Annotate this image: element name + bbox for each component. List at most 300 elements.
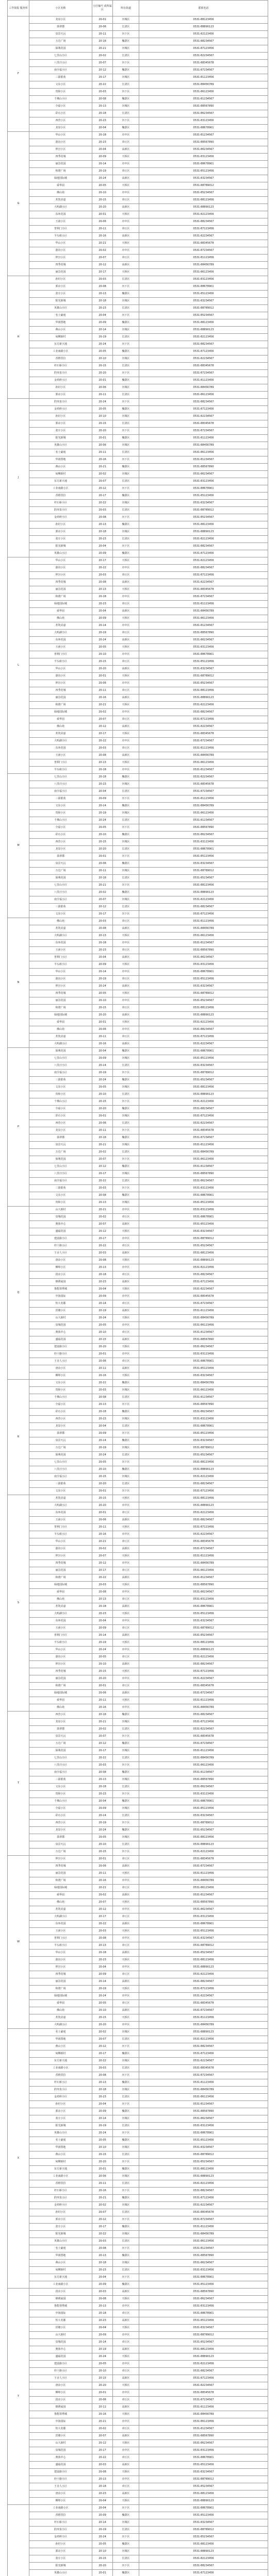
cell-phone: 0531-85123456 — [139, 853, 268, 860]
cell-phone: 0531-88123456 — [139, 1639, 268, 1647]
table-row — [8, 1971, 268, 1978]
cell-phone: 0531-85234567 — [139, 1827, 268, 1834]
cell-district: 长清区 — [113, 420, 139, 428]
cell-district: 市中区 — [113, 247, 139, 255]
cell-phone: 0531-82234567 — [139, 53, 268, 60]
cell-district: 章丘区 — [113, 1358, 139, 1365]
cell-code: 20-04 — [92, 2274, 113, 2281]
cell-district: 章丘区 — [113, 1329, 139, 1336]
table-row — [8, 529, 268, 536]
cell-phone: 0531-85123456 — [139, 1365, 268, 1372]
cell-district: 槐荫区 — [113, 1740, 139, 1748]
cell-code: 20-01 — [92, 1856, 113, 1863]
cell-name: 燕山小区 — [29, 327, 92, 334]
cell-name: 全福小区 — [29, 103, 92, 110]
cell-code: 20-02 — [92, 709, 113, 716]
cell-district: 槐荫区 — [113, 1798, 139, 1805]
cell-code: 20-20 — [92, 1344, 113, 1351]
cell-code: 20-04 — [92, 2505, 113, 2512]
table-row — [8, 572, 268, 579]
table-row — [8, 132, 268, 139]
table-row — [8, 1257, 268, 1264]
cell-district: 章丘区 — [113, 745, 139, 752]
cell-district: 高新区 — [113, 666, 139, 673]
cell-phone: 0531-88234567 — [139, 38, 268, 45]
cell-phone: 0531-88456789 — [139, 608, 268, 615]
cell-district: 长清区 — [113, 1841, 139, 1849]
cell-name: 绿地国际城 — [29, 1885, 92, 1892]
cell-phone: 0531-86234567 — [139, 1344, 268, 1351]
cell-name: 东环花园 — [29, 745, 92, 752]
table-row — [8, 1163, 268, 1171]
cell-district: 高新区 — [113, 723, 139, 731]
cell-phone: 0531-81123456 — [139, 745, 268, 752]
cell-name: 中海国际 — [29, 1293, 92, 1300]
table-row — [8, 1885, 268, 1892]
cell-name: 大明湖小区 — [29, 1913, 92, 1921]
cell-district: 天桥区 — [113, 2353, 139, 2361]
cell-name: 绿地国际城 — [29, 1993, 92, 2000]
cell-district: 章丘区 — [113, 947, 139, 954]
cell-district: 历城区 — [113, 2231, 139, 2238]
cell-district: 高新区 — [113, 146, 139, 154]
cell-code: 20-01 — [92, 1351, 113, 1358]
cell-phone: 0531-88456789 — [139, 442, 268, 449]
cell-code: 20-11 — [92, 1033, 113, 1041]
table-row — [8, 983, 268, 990]
cell-code: 20-06 — [92, 24, 113, 31]
cell-code: 20-13 — [92, 1401, 113, 1409]
table-row — [8, 1711, 268, 1719]
cell-district: 槐荫区 — [113, 2541, 139, 2548]
cell-phone: 0531-88678901 — [139, 2454, 268, 2462]
cell-phone: 0531-82123456 — [139, 31, 268, 38]
group-label: G — [8, 132, 29, 276]
cell-name: 金鸡岭小区 — [29, 2202, 92, 2209]
cell-phone: 0531-81234567 — [139, 1574, 268, 1582]
cell-phone: 0531-82234567 — [139, 1675, 268, 1683]
group-label: Y — [8, 2289, 29, 2505]
cell-name: 绿地国际城 — [29, 601, 92, 608]
cell-name: 千佛山小区 — [29, 1394, 92, 1401]
table-row — [8, 1517, 268, 1524]
cell-code: 20-12 — [92, 2043, 113, 2050]
table-row — [8, 370, 268, 377]
cell-district: 历下区 — [113, 1070, 139, 1077]
cell-district: 市中区 — [113, 680, 139, 687]
cell-district: 高新区 — [113, 2404, 139, 2411]
cell-district: 历城区 — [113, 1805, 139, 1812]
cell-phone: 0531-88567890 — [139, 1582, 268, 1589]
table-row — [8, 1293, 268, 1300]
cell-name: 趵突泉小区 — [29, 2087, 92, 2094]
cell-phone: 0531-88567890 — [139, 464, 268, 471]
cell-phone: 0531-88789012 — [139, 2332, 268, 2339]
cell-district: 高新区 — [113, 925, 139, 933]
cell-name: 华山小区 — [29, 240, 92, 247]
cell-phone: 0531-86123456 — [139, 810, 268, 817]
cell-phone: 0531-87123456 — [139, 406, 268, 413]
cell-phone: 0531-88123456 — [139, 2541, 268, 2548]
cell-name: 仲宫小区 — [29, 572, 92, 579]
cell-district: 章丘区 — [113, 630, 139, 637]
cell-name: 佛山苑 — [29, 1596, 92, 1603]
cell-district: 高新区 — [113, 2007, 139, 2014]
cell-name: 贵和小区 — [29, 810, 92, 817]
table-row — [8, 24, 268, 31]
cell-name: 七里山小区 — [29, 774, 92, 781]
cell-district: 历城区 — [113, 2058, 139, 2065]
cell-code: 20-16 — [92, 1704, 113, 1711]
cell-code: 20-22 — [92, 738, 113, 745]
cell-name: 三箭银苑 — [29, 1776, 92, 1784]
table-row — [8, 2317, 268, 2325]
cell-code: 20-10 — [92, 2548, 113, 2555]
cell-code: 20-14 — [92, 1437, 113, 1445]
cell-district: 高新区 — [113, 637, 139, 644]
cell-name: 佛山苑 — [29, 615, 92, 622]
cell-name: 舜华园 — [29, 1892, 92, 1899]
cell-name: 南全福小区 — [29, 67, 92, 74]
cell-code: 20-10 — [92, 651, 113, 658]
cell-name: 贵和小区 — [29, 1791, 92, 1798]
cell-name: 阳光新城 — [29, 2123, 92, 2130]
cell-code: 20-13 — [92, 586, 113, 594]
cell-district: 高新区 — [113, 262, 139, 269]
table-row — [8, 1928, 268, 1935]
cell-name: 绿地国际城 — [29, 709, 92, 716]
table-row — [8, 1185, 268, 1192]
cell-district: 历下区 — [113, 1488, 139, 1495]
table-row — [8, 341, 268, 348]
cell-code: 20-09 — [92, 615, 113, 622]
cell-code: 20-23 — [92, 2267, 113, 2274]
cell-code: 20-20 — [92, 2159, 113, 2166]
cell-name: 翡翠郡 — [29, 1134, 92, 1142]
cell-name: 南全福小区 — [29, 1070, 92, 1077]
cell-district: 市中区 — [113, 2418, 139, 2426]
cell-district: 长清区 — [113, 2555, 139, 2563]
cell-district: 天桥区 — [113, 182, 139, 190]
cell-district: 历下区 — [113, 1156, 139, 1163]
cell-code: 20-19 — [92, 1820, 113, 1827]
cell-district: 长清区 — [113, 53, 139, 60]
group-label: T — [8, 1711, 29, 1856]
cell-phone: 0531-88123456 — [139, 2346, 268, 2353]
table-row — [8, 1913, 268, 1921]
cell-code: 20-24 — [92, 1077, 113, 1084]
cell-name: 甸柳新村 — [29, 2050, 92, 2058]
cell-code: 20-18 — [92, 132, 113, 139]
table-row — [8, 2512, 268, 2519]
cell-district: 历城区 — [113, 16, 139, 24]
table-row — [8, 493, 268, 500]
cell-district: 长清区 — [113, 334, 139, 341]
cell-phone: 0531-83123456 — [139, 1185, 268, 1192]
cell-code: 20-13 — [92, 1264, 113, 1272]
cell-phone: 0531-86123456 — [139, 2418, 268, 2426]
cell-name: 孙村小区 — [29, 2209, 92, 2216]
cell-code: 20-07 — [92, 2209, 113, 2216]
table-row — [8, 1106, 268, 1113]
cell-phone: 0531-88345678 — [139, 240, 268, 247]
cell-district: 天桥区 — [113, 615, 139, 622]
cell-name: 绿地国际城 — [29, 175, 92, 182]
table-row — [8, 839, 268, 846]
cell-district: 天桥区 — [113, 2382, 139, 2389]
cell-district: 市中区 — [113, 1675, 139, 1683]
cell-phone: 0531-86123456 — [139, 269, 268, 276]
cell-district: 市中区 — [113, 940, 139, 947]
cell-code: 20-06 — [92, 442, 113, 449]
cell-name: 趵突泉小区 — [29, 507, 92, 514]
cell-code: 20-04 — [92, 2101, 113, 2108]
cell-name: 仲宫小区 — [29, 146, 92, 154]
cell-district: 章丘区 — [113, 1596, 139, 1603]
cell-code: 20-04 — [92, 788, 113, 795]
cell-phone: 0531-86123456 — [139, 759, 268, 767]
table-row — [8, 2260, 268, 2267]
cell-phone: 0531-88789012 — [139, 673, 268, 680]
cell-name: 盛福花园 — [29, 1228, 92, 1235]
cell-code: 20-02 — [92, 1726, 113, 1733]
cell-code: 20-19 — [92, 1308, 113, 1315]
cell-code: 20-24 — [92, 175, 113, 182]
cell-name: 羊头峪小区 — [29, 658, 92, 666]
cell-code: 20-18 — [92, 774, 113, 781]
cell-district: 槐荫区 — [113, 2050, 139, 2058]
cell-phone: 0531-86123456 — [139, 2238, 268, 2245]
cell-code: 20-14 — [92, 1062, 113, 1070]
cell-code: 20-18 — [92, 2483, 113, 2490]
table-row — [8, 2411, 268, 2418]
cell-name: 杆石桥小区 — [29, 500, 92, 507]
cell-code: 20-02 — [92, 2202, 113, 2209]
cell-phone: 0531-81123456 — [139, 2404, 268, 2411]
cell-name: 舜华园 — [29, 2000, 92, 2007]
cell-code: 20-19 — [92, 630, 113, 637]
cell-name: 龙泉小区 — [29, 846, 92, 853]
cell-district: 天桥区 — [113, 2411, 139, 2418]
cell-code: 20-04 — [92, 608, 113, 615]
cell-phone: 0531-88567890 — [139, 630, 268, 637]
table-row — [8, 1466, 268, 1473]
cell-district: 章丘区 — [113, 168, 139, 175]
cell-district: 章丘区 — [113, 1856, 139, 1863]
table-row — [8, 2231, 268, 2238]
cell-phone: 0531-88678901 — [139, 161, 268, 168]
cell-phone: 0531-87123456 — [139, 1279, 268, 1286]
cell-name: 工业南路小区 — [29, 348, 92, 355]
cell-code: 20-22 — [92, 500, 113, 507]
cell-district: 历城区 — [113, 1084, 139, 1091]
cell-code: 20-07 — [92, 716, 113, 723]
cell-phone: 0531-87234567 — [139, 2072, 268, 2079]
cell-code: 20-10 — [92, 2144, 113, 2151]
table-row — [8, 2418, 268, 2426]
cell-district: 槐荫区 — [113, 493, 139, 500]
cell-district: 市中区 — [113, 2389, 139, 2397]
cell-name: 华山小区 — [29, 969, 92, 976]
cell-district: 市中区 — [113, 997, 139, 1005]
cell-phone: 0531-88456789 — [139, 81, 268, 89]
table-row — [8, 1394, 268, 1401]
cell-name: 甸柳新村 — [29, 2267, 92, 2274]
cell-code: 20-16 — [92, 2188, 113, 2195]
table-row — [8, 658, 268, 666]
group-label: Q — [8, 1207, 29, 1380]
cell-district: 历下区 — [113, 283, 139, 291]
table-row — [8, 543, 268, 550]
cell-district: 历城区 — [113, 2548, 139, 2555]
cell-phone: 0531-88890123 — [139, 1647, 268, 1654]
cell-district: 历下区 — [113, 1762, 139, 1769]
cell-district: 天桥区 — [113, 1495, 139, 1502]
cell-code: 20-15 — [92, 1668, 113, 1675]
cell-phone: 0531-87123456 — [139, 1986, 268, 1993]
cell-name: 和谐广场 — [29, 168, 92, 175]
cell-code: 20-08 — [92, 1257, 113, 1264]
cell-name: 文东小区 — [29, 1084, 92, 1091]
cell-phone: 0531-88456789 — [139, 2231, 268, 2238]
cell-district: 天桥区 — [113, 759, 139, 767]
cell-code: 20-23 — [92, 305, 113, 312]
cell-code: 20-19 — [92, 168, 113, 175]
table-row — [8, 1351, 268, 1358]
cell-name: 泉城花园 — [29, 2447, 92, 2454]
table-row — [8, 702, 268, 709]
cell-name: 英雄山小区 — [29, 2238, 92, 2245]
cell-code: 20-06 — [92, 1690, 113, 1697]
cell-district: 天桥区 — [113, 1668, 139, 1675]
table-row — [8, 1986, 268, 1993]
cell-name: 万达广场 — [29, 1740, 92, 1748]
cell-name: 奥体中心 — [29, 1221, 92, 1228]
cell-name: 奥体中心 — [29, 2454, 92, 2462]
cell-name: 甸柳新村 — [29, 334, 92, 341]
cell-code: 20-08 — [92, 925, 113, 933]
cell-name: 彩石小区 — [29, 110, 92, 117]
cell-phone: 0531-88456789 — [139, 925, 268, 933]
cell-district: 槐荫区 — [113, 2252, 139, 2260]
cell-phone: 0531-87234567 — [139, 738, 268, 745]
cell-name: 舜华园 — [29, 182, 92, 190]
cell-district: 市中区 — [113, 2447, 139, 2454]
cell-code: 20-03 — [92, 1762, 113, 1769]
table-row — [8, 2072, 268, 2079]
cell-phone: 0531-85123456 — [139, 2512, 268, 2519]
table-row — [8, 1827, 268, 1834]
cell-code: 20-18 — [92, 594, 113, 601]
cell-phone: 0531-87234567 — [139, 1863, 268, 1870]
cell-code: 20-08 — [92, 514, 113, 521]
cell-code: 20-06 — [92, 2173, 113, 2180]
table-row — [8, 1611, 268, 1618]
cell-name: 郭店小区 — [29, 2216, 92, 2224]
table-row — [8, 2469, 268, 2476]
cell-district: 历下区 — [113, 2101, 139, 2108]
cell-name: 翡翠郡 — [29, 1430, 92, 1437]
table-row — [8, 1012, 268, 1019]
cell-phone: 0531-88789012 — [139, 868, 268, 875]
cell-name: 建设路小区 — [29, 2361, 92, 2368]
cell-phone: 0531-88234567 — [139, 341, 268, 348]
cell-code: 20-01 — [92, 1019, 113, 1026]
cell-code: 20-08 — [92, 2072, 113, 2079]
table-row — [8, 882, 268, 889]
cell-code: 20-23 — [92, 1791, 113, 1798]
cell-name: 保利花园 — [29, 1156, 92, 1163]
cell-district: 历下区 — [113, 1791, 139, 1798]
table-row — [8, 399, 268, 406]
cell-phone: 0531-88234567 — [139, 1978, 268, 1986]
cell-phone: 0531-82123456 — [139, 702, 268, 709]
cell-district: 高新区 — [113, 2462, 139, 2469]
cell-phone: 0531-88456789 — [139, 262, 268, 269]
cell-phone: 0531-87234567 — [139, 428, 268, 435]
cell-phone: 0531-88890123 — [139, 1091, 268, 1098]
cell-phone: 0531-88345678 — [139, 363, 268, 370]
cell-code: 20-24 — [92, 1647, 113, 1654]
cell-name: 和谐广场 — [29, 594, 92, 601]
cell-district: 天桥区 — [113, 269, 139, 276]
cell-phone: 0531-85234567 — [139, 190, 268, 197]
cell-name: 保利花园 — [29, 875, 92, 882]
cell-district: 长清区 — [113, 1120, 139, 1127]
table-row — [8, 139, 268, 146]
table-row — [8, 2159, 268, 2166]
cell-district: 天桥区 — [113, 1019, 139, 1026]
table-row — [8, 1228, 268, 1235]
cell-name: 万达广场 — [29, 1849, 92, 1856]
cell-name: 绿地国际城 — [29, 1582, 92, 1589]
cell-phone: 0531-85234567 — [139, 2339, 268, 2346]
cell-code: 20-07 — [92, 2433, 113, 2440]
cell-phone: 0531-87234567 — [139, 2397, 268, 2404]
cell-district: 历城区 — [113, 1748, 139, 1755]
cell-phone: 0531-83234567 — [139, 2325, 268, 2332]
table-row — [8, 1207, 268, 1214]
cell-name: 东方新天地 — [29, 2274, 92, 2281]
cell-code: 20-13 — [92, 759, 113, 767]
table-row — [8, 694, 268, 702]
cell-name: 羊头峪小区 — [29, 233, 92, 240]
cell-name: 大明湖小区 — [29, 738, 92, 745]
cell-code: 20-15 — [92, 658, 113, 666]
cell-phone: 0531-86123456 — [139, 449, 268, 456]
cell-phone: 0531-88890123 — [139, 1012, 268, 1019]
cell-name: 西营小区 — [29, 117, 92, 125]
cell-name: 英雄山小区 — [29, 2130, 92, 2137]
cell-district: 历城区 — [113, 1171, 139, 1178]
cell-district: 市中区 — [113, 1026, 139, 1033]
cell-code: 20-12 — [92, 2216, 113, 2224]
cell-name: 经十路小区 — [29, 1243, 92, 1250]
cell-phone: 0531-83234567 — [139, 175, 268, 182]
cell-district: 槐荫区 — [113, 348, 139, 355]
table-row — [8, 2180, 268, 2188]
cell-district: 天桥区 — [113, 933, 139, 940]
table-row — [8, 1178, 268, 1185]
cell-name: 大明湖小区 — [29, 2022, 92, 2029]
cell-name: 龙泉小区 — [29, 1127, 92, 1134]
cell-district: 高新区 — [113, 1921, 139, 1928]
table-row — [8, 1430, 268, 1437]
cell-district: 槐荫区 — [113, 406, 139, 413]
cell-code: 20-24 — [92, 817, 113, 824]
cell-code: 20-17 — [92, 1235, 113, 1243]
table-row — [8, 2397, 268, 2404]
